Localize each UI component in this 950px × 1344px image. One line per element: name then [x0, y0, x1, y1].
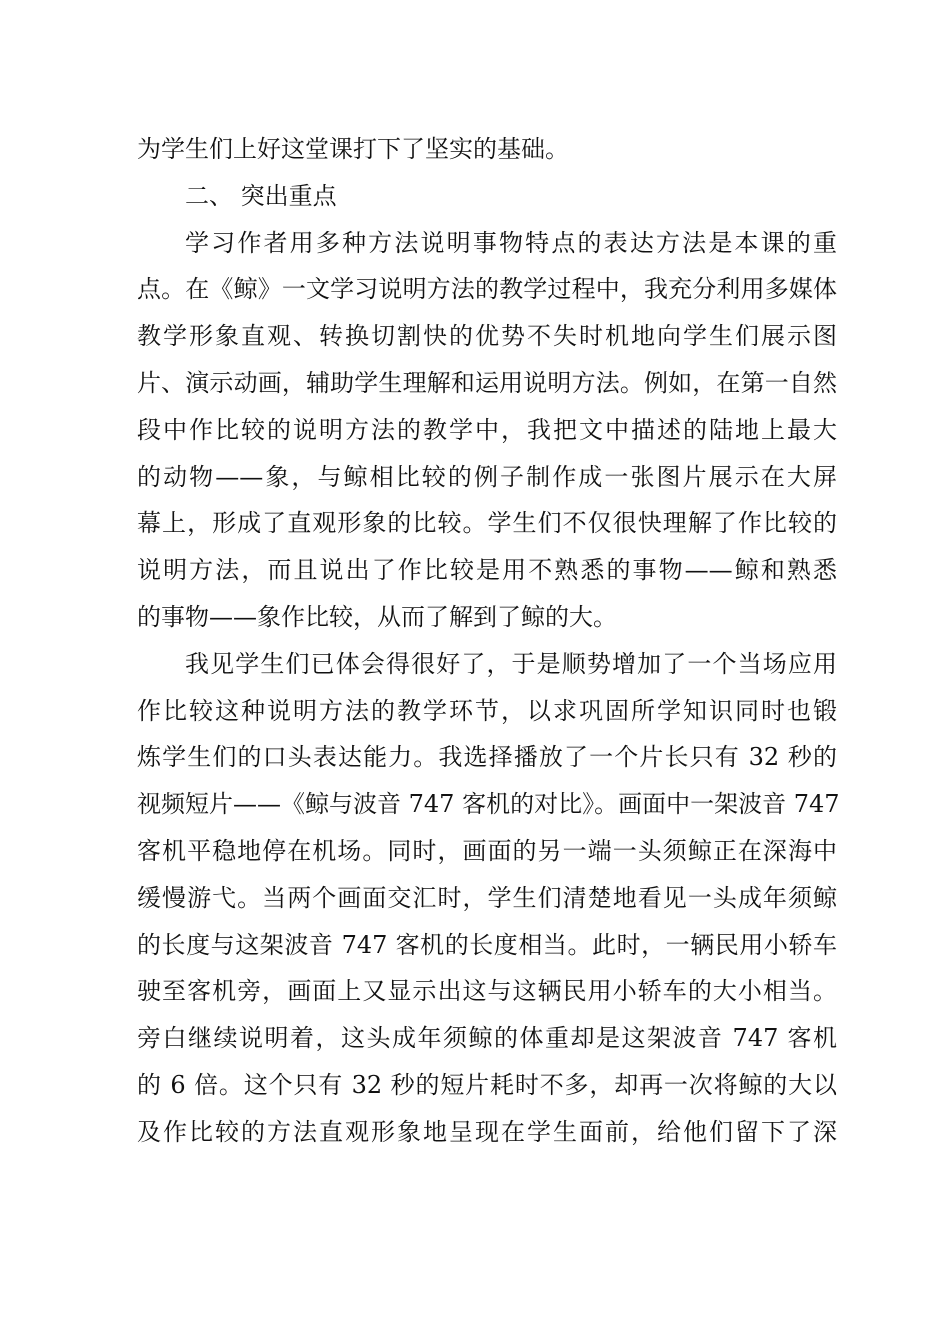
text-line: 说明方法，而且说出了作比较是用不熟悉的事物——鲸和熟悉	[137, 556, 837, 585]
text-line: 驶至客机旁，画面上又显示出这与这辆民用小轿车的大小相当。	[137, 977, 837, 1006]
text-line: 为学生们上好这堂课打下了坚实的基础。	[137, 135, 569, 163]
text-line: 旁白继续说明着，这头成年须鲸的体重却是这架波音 747 客机	[137, 1024, 837, 1053]
text-line: 作比较这种说明方法的教学环节，以求巩固所学知识同时也锻	[137, 696, 837, 725]
text-line: 的长度与这架波音 747 客机的长度相当。此时，一辆民用小轿车	[137, 930, 837, 959]
text-line: 片、演示动画，辅助学生理解和运用说明方法。例如，在第一自然	[137, 368, 837, 397]
text-line: 点。在《鲸》一文学习说明方法的教学过程中，我充分利用多媒体	[137, 275, 837, 304]
text-line: 视频短片——《鲸与波音 747 客机的对比》。画面中一架波音 747	[137, 790, 840, 819]
text-line: 炼学生们的口头表达能力。我选择播放了一个片长只有 32 秒的	[137, 743, 837, 772]
section-heading: 二、 突出重点	[185, 181, 337, 210]
text-line: 的事物——象作比较，从而了解到了鲸的大。	[137, 602, 617, 631]
text-line: 客机平稳地停在机场。同时，画面的另一端一头须鲸正在深海中	[137, 836, 837, 865]
text-line: 及作比较的方法直观形象地呈现在学生面前，给他们留下了深	[137, 1117, 837, 1146]
text-line: 段中作比较的说明方法的教学中，我把文中描述的陆地上最大	[137, 415, 837, 444]
text-line: 我见学生们已体会得很好了，于是顺势增加了一个当场应用	[185, 649, 837, 678]
text-line: 的 6 倍。这个只有 32 秒的短片耗时不多，却再一次将鲸的大以	[137, 1070, 837, 1099]
text-line: 教学形象直观、转换切割快的优势不失时机地向学生们展示图	[137, 322, 837, 351]
text-line: 的动物——象，与鲸相比较的例子制作成一张图片展示在大屏	[137, 462, 837, 491]
text-line: 学习作者用多种方法说明事物特点的表达方法是本课的重	[185, 228, 837, 257]
text-line: 缓慢游弋。当两个画面交汇时，学生们清楚地看见一头成年须鲸	[137, 883, 837, 912]
text-line: 幕上，形成了直观形象的比较。学生们不仅很快理解了作比较的	[137, 509, 837, 538]
document-body	[137, 126, 840, 1156]
